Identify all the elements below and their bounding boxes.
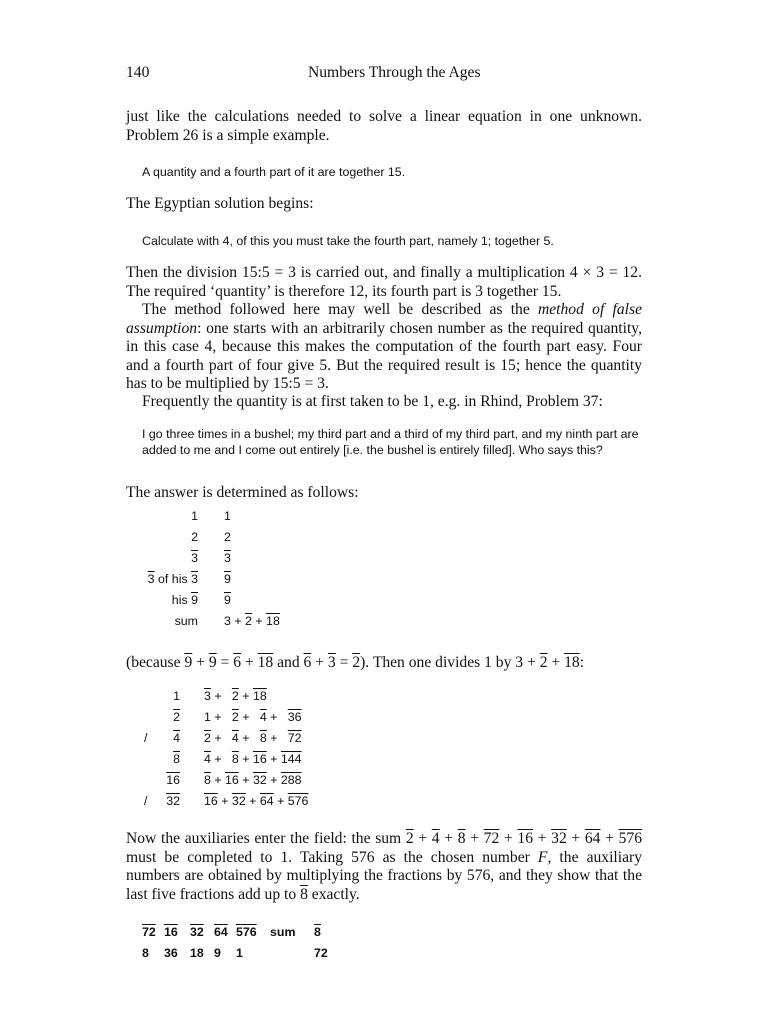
fraction-value: 16 [225,772,239,787]
table-cell [190,921,214,942]
fraction-value: 6 [303,654,312,671]
table-cell-left [156,685,204,706]
table-row [136,568,280,589]
text-run: + [251,613,267,628]
text-run: + [245,793,260,808]
table-cell-left [136,610,224,631]
fraction-value: 32 [166,793,180,808]
paragraph-division: Then the division 15:5 = 3 is carried out, and finally a multiplication 4 × 3 = 12. The required ‘quantity’ is therefore 12, its fourth part is 3 together 15. [126,264,642,300]
fraction-value: 32 [190,924,204,939]
text-run: and [273,654,304,671]
text-run: = [335,654,353,671]
page-number: 140 [126,64,150,81]
fraction-value: 8 [457,830,466,847]
text-run: Now the auxiliaries enter the field: the sum [126,830,406,847]
text-run: 8 [142,945,149,960]
text-run: + [217,793,232,808]
fraction-value: 4 [259,709,267,724]
paragraph-solution-intro: The Egyptian solution begins: [126,195,314,212]
fraction-value: 18 [252,688,267,703]
table-cell-left [136,568,224,589]
text-run: of his [154,571,192,586]
table-cell [236,942,270,963]
table-cell-right [204,685,308,706]
table-row [136,610,280,631]
fraction-value: 288 [280,772,302,787]
text-run: 1 [224,508,231,523]
fraction-value: 4 [431,830,440,847]
fraction-value: 36 [287,709,302,724]
text-run: + [238,730,260,745]
p4-text-b: : one starts with an arbitrarily chosen number as the required quantity, in this case 4, because this makes the computation of the fourth part easy. Four and a fourth part of four give 5. But the required result is 15; hence the quantity has to be multiplied by 15:5 = 3. [126,319,642,392]
table-row [144,748,308,769]
text-run: + [241,654,258,671]
text-run: F [537,848,548,866]
text-run: + [238,688,253,703]
fraction-value: 2 [231,688,239,703]
text-run: 36 [164,945,178,960]
fraction-value: 16 [164,924,178,939]
table-row [144,727,308,748]
text-run: 1 [236,945,243,960]
fraction-value: 8 [204,772,211,787]
paragraph-false-assumption [126,301,642,394]
table-row-bottom [142,942,338,963]
table-cell [314,942,338,963]
fraction-value: 9 [224,571,231,586]
table-row [136,547,280,568]
paragraph-rhind: Frequently the quantity is at first taken to be 1, e.g. in Rhind, Problem 37: [142,393,603,410]
fraction-value: 32 [231,793,246,808]
text-run: = [216,654,234,671]
quote-problem-26: A quantity and a fourth part of it are together 15. [142,165,406,179]
table-cell [214,921,236,942]
auxiliary-numbers-table [142,921,338,963]
text-run: 72 [314,945,328,960]
text-run: + [238,751,253,766]
fraction-value: 3 [224,550,231,565]
table-cell-left [136,547,224,568]
table-cell-right [204,748,308,769]
text-run: 3 + [224,613,246,628]
fraction-value: 3 [327,654,336,671]
check-mark [144,769,156,790]
fraction-value: 18 [266,613,280,628]
check-mark [144,706,156,727]
text-run: + [413,830,432,847]
p4-text-a: The method followed here may well be described as the [142,301,538,318]
division-table [144,685,308,811]
table-cell-right [204,769,308,790]
table-cell [190,942,214,963]
text-run: (because [126,654,185,671]
text-run: exactly. [307,885,360,903]
fraction-value: 8 [231,751,239,766]
text-run: + [499,830,518,847]
text-run: must be completed to 1. Taking 576 as the chosen number [126,848,538,866]
fraction-value: 64 [214,924,228,939]
table-cell-right [224,526,280,547]
text-run: sum [270,924,296,939]
fraction-value: 18 [257,654,274,671]
table-cell-left [156,790,204,811]
fraction-value: 2 [204,730,211,745]
paragraph-intro: just like the calculations needed to solve a linear equation in one unknown. Problem 26 is a simple example. [126,108,642,144]
text-run: + [210,688,232,703]
fraction-value: 16 [166,772,180,787]
table-row [144,769,308,790]
check-mark: / [144,730,148,745]
check-mark [144,748,156,769]
fraction-value: 72 [287,730,302,745]
fraction-value: 4 [231,730,239,745]
fraction-value: 32 [551,830,567,847]
fraction-value: 2 [352,654,361,671]
text-run: + [566,830,585,847]
table-cell-left [156,769,204,790]
text-run: 18 [190,945,204,960]
table-cell [164,921,190,942]
table-row [144,685,308,706]
table-row [136,505,280,526]
table-cell [236,921,270,942]
text-run: ). Then one divides 1 by 3 + [360,654,540,671]
fraction-value: 16 [252,751,267,766]
table-row [136,589,280,610]
fraction-value: 18 [564,654,580,671]
fraction-value: 2 [173,709,180,724]
fraction-value: 72 [142,924,156,939]
table-cell-left [156,748,204,769]
text-run: + [210,730,232,745]
text-run: + [210,772,226,787]
running-title: Numbers Through the Ages [308,64,481,81]
paragraph-because [126,654,642,673]
fraction-value: 16 [204,793,218,808]
text-run: + [192,654,209,671]
text-run: 9 [214,945,221,960]
text-run: , the auxiliary numbers are obtained by multiplying the fractions by 576, and they show that the last five fractions add up to [126,848,642,903]
table-cell-right [204,727,308,748]
table-row [136,526,280,547]
table-cell [214,942,236,963]
fraction-value: 64 [259,793,274,808]
text-run: his [171,592,192,607]
computation-table-1 [136,505,280,631]
fraction-value: 144 [280,751,302,766]
text-run: 2 [224,529,231,544]
fraction-value: 576 [236,924,257,939]
fraction-value: 576 [287,793,309,808]
table-cell [270,942,314,963]
text-run: + [266,709,288,724]
table-cell [270,921,314,942]
fraction-value: 4 [204,751,211,766]
table-cell-left [156,727,204,748]
text-run: + [547,654,565,671]
fraction-value: 3 [191,550,198,565]
fraction-value: 3 [147,571,155,586]
paragraph-answer-intro: The answer is determined as follows: [126,484,359,501]
table-cell-left [136,526,224,547]
text-run: + [238,709,260,724]
fraction-value: 8 [300,885,308,903]
fraction-value: 576 [618,830,642,847]
table-cell-right [224,589,280,610]
text-run: + [238,772,253,787]
text-run: 2 [191,529,198,544]
fraction-value: 9 [208,654,217,671]
fraction-value: 4 [173,730,180,745]
text-run: + [266,751,281,766]
fraction-value: 2 [245,613,252,628]
table-row [144,790,308,811]
text-run: + [439,830,458,847]
text-run: + [273,793,288,808]
fraction-value: 72 [483,830,500,847]
table-cell-right [224,568,280,589]
text-run: + [266,730,288,745]
text-run: sum [174,613,198,628]
table-row-top [142,921,338,942]
table-cell [314,921,338,942]
fraction-value: 8 [314,924,321,939]
table-cell [142,942,164,963]
fraction-value: 9 [224,592,231,607]
table-cell-right [204,790,308,811]
text-run: + [266,772,281,787]
text-run: 1 [191,508,198,523]
fraction-value: 9 [184,654,193,671]
fraction-value: 32 [252,772,267,787]
quote-rhind-37: I go three times in a bushel; my third part and a third of my third part, and my ninth part are added to me and I come out entirely [i.e. the bushel is entirely filled]. Who says this? [142,427,639,457]
table-cell-right [224,505,280,526]
table-cell-right [224,547,280,568]
check-mark: / [144,793,148,808]
text-run: + [465,830,484,847]
text-run: : [579,654,585,671]
text-run: + [600,830,619,847]
text-run: + [210,751,232,766]
text-run: 1 + [204,709,232,724]
fraction-value: 8 [259,730,267,745]
fraction-value: 64 [584,830,601,847]
text-run: 1 [173,688,180,703]
fraction-value: 2 [405,830,414,847]
table-cell-right [204,706,308,727]
table-cell-right [224,610,280,631]
fraction-value: 6 [233,654,242,671]
quote-egyptian-solution: Calculate with 4, of this you must take the fourth part, namely 1; together 5. [142,234,554,248]
paragraph-auxiliaries [126,830,642,904]
fraction-value: 9 [191,592,198,607]
fraction-value: 16 [517,830,533,847]
fraction-value: 2 [539,654,548,671]
fraction-value: 3 [204,688,211,703]
p4-emphasis: method of false assumption [126,301,642,337]
table-cell-left [136,505,224,526]
fraction-value: 3 [191,571,198,586]
check-mark [144,685,156,706]
fraction-value: 2 [231,709,239,724]
text-run: + [311,654,328,671]
table-cell-left [136,589,224,610]
fraction-value: 8 [173,751,180,766]
table-cell [142,921,164,942]
table-row [144,706,308,727]
table-cell [164,942,190,963]
text-run: + [533,830,552,847]
table-cell-left [156,706,204,727]
